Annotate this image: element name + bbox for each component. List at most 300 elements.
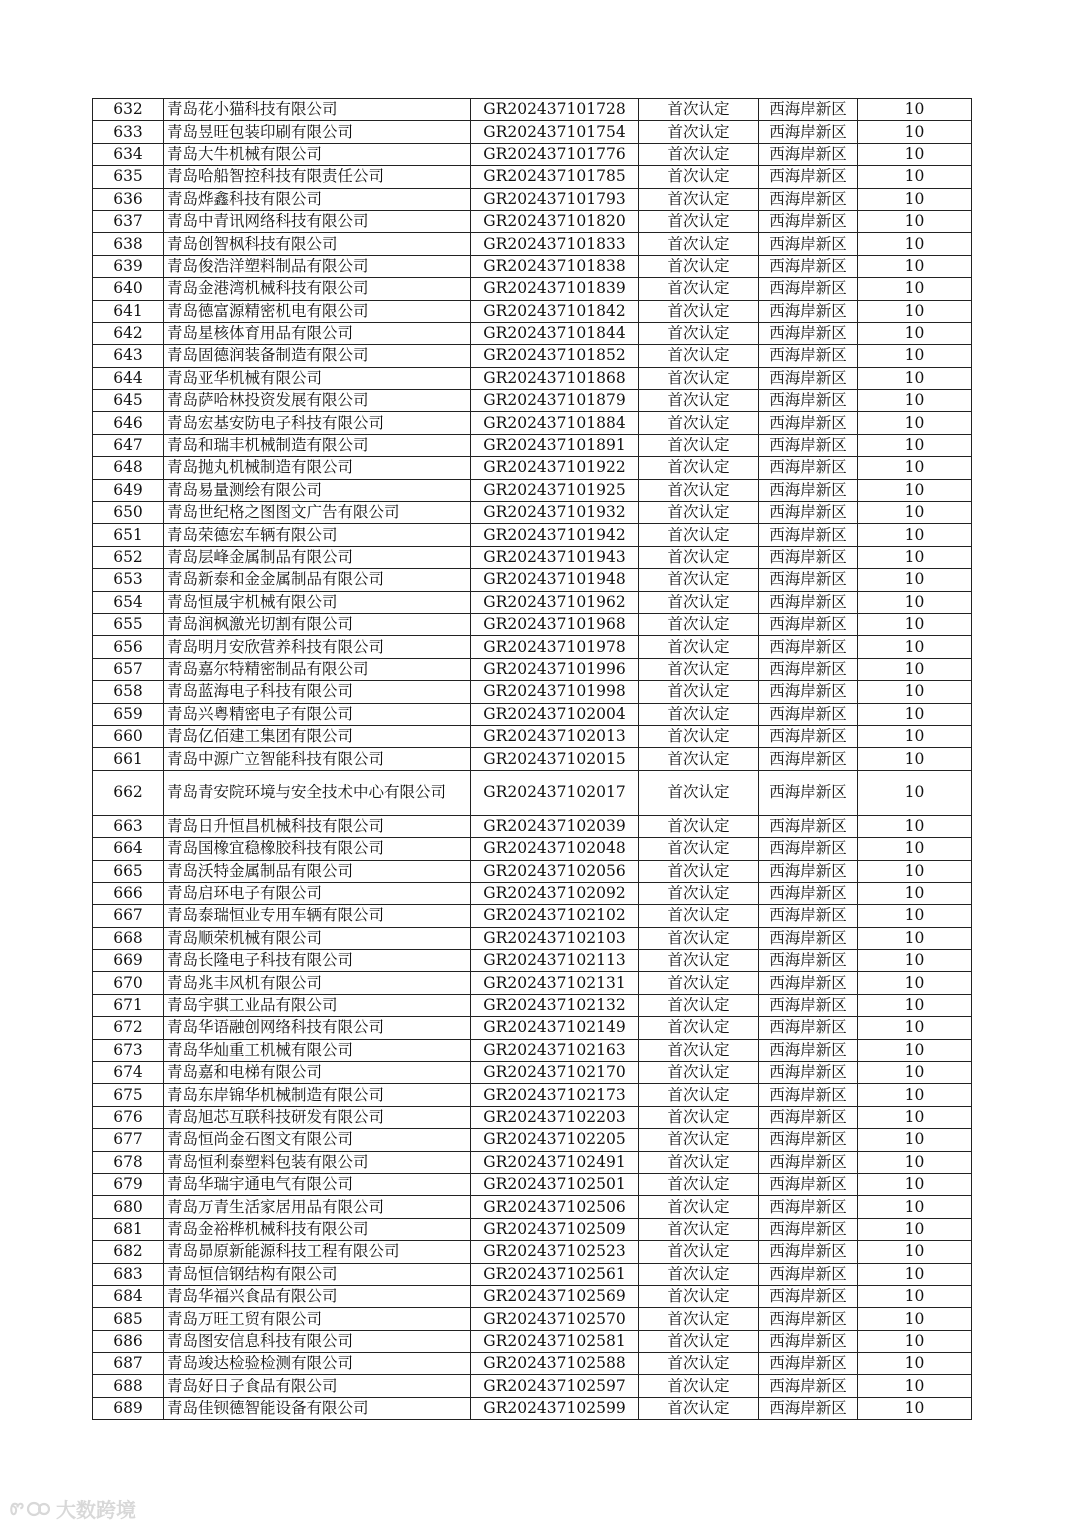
- enterprise-table: [92, 98, 972, 1420]
- company-name: 青岛兴粤精密电子有限公司: [164, 703, 471, 725]
- certificate-code: GR202437102056: [471, 860, 639, 882]
- district: 西海岸新区: [759, 972, 858, 994]
- score: 10: [858, 1039, 972, 1061]
- district: 西海岸新区: [759, 99, 858, 121]
- certification-type: 首次认定: [639, 927, 759, 949]
- company-name: 青岛顺荣机械有限公司: [164, 927, 471, 949]
- district: 西海岸新区: [759, 1017, 858, 1039]
- company-name: 青岛金港湾机械科技有限公司: [164, 278, 471, 300]
- score: 10: [858, 345, 972, 367]
- certificate-code: GR202437102004: [471, 703, 639, 725]
- company-name: 青岛俊浩洋塑料制品有限公司: [164, 255, 471, 277]
- district: 西海岸新区: [759, 322, 858, 344]
- table-row: [93, 1241, 972, 1263]
- district: 西海岸新区: [759, 1263, 858, 1285]
- table-row: [93, 412, 972, 434]
- watermark-text: 大数跨境: [56, 1498, 136, 1522]
- certification-type: 首次认定: [639, 1196, 759, 1218]
- score: 10: [858, 99, 972, 121]
- score: 10: [858, 367, 972, 389]
- score: 10: [858, 546, 972, 568]
- table-row: [93, 233, 972, 255]
- district: 西海岸新区: [759, 345, 858, 367]
- certification-type: 首次认定: [639, 457, 759, 479]
- certificate-code: GR202437102149: [471, 1017, 639, 1039]
- row-number: 647: [93, 434, 164, 456]
- certificate-code: GR202437102163: [471, 1039, 639, 1061]
- table-row: [93, 502, 972, 524]
- row-number: 634: [93, 143, 164, 165]
- score: 10: [858, 658, 972, 680]
- certificate-code: GR202437101833: [471, 233, 639, 255]
- certificate-code: GR202437101879: [471, 390, 639, 412]
- company-name: 青岛花小猫科技有限公司: [164, 99, 471, 121]
- score: 10: [858, 838, 972, 860]
- table-row: [93, 143, 972, 165]
- row-number: 656: [93, 636, 164, 658]
- district: 西海岸新区: [759, 950, 858, 972]
- table-row: [93, 658, 972, 680]
- certification-type: 首次认定: [639, 1263, 759, 1285]
- table-row: [93, 838, 972, 860]
- company-name: 青岛泰瑞恒业专用车辆有限公司: [164, 905, 471, 927]
- certification-type: 首次认定: [639, 950, 759, 972]
- score: 10: [858, 1017, 972, 1039]
- certification-type: 首次认定: [639, 412, 759, 434]
- company-name: 青岛抛丸机械制造有限公司: [164, 457, 471, 479]
- row-number: 644: [93, 367, 164, 389]
- row-number: 642: [93, 322, 164, 344]
- certification-type: 首次认定: [639, 1330, 759, 1352]
- company-name: 青岛层峰金属制品有限公司: [164, 546, 471, 568]
- certificate-code: GR202437101996: [471, 658, 639, 680]
- row-number: 665: [93, 860, 164, 882]
- certification-type: 首次认定: [639, 681, 759, 703]
- certification-type: 首次认定: [639, 143, 759, 165]
- score: 10: [858, 502, 972, 524]
- certificate-code: GR202437101838: [471, 255, 639, 277]
- certificate-code: GR202437101948: [471, 569, 639, 591]
- row-number: 648: [93, 457, 164, 479]
- company-name: 青岛旭芯互联科技研发有限公司: [164, 1106, 471, 1128]
- score: 10: [858, 1084, 972, 1106]
- score: 10: [858, 188, 972, 210]
- row-number: 632: [93, 99, 164, 121]
- certificate-code: GR202437101932: [471, 502, 639, 524]
- company-name: 青岛宇骐工业品有限公司: [164, 994, 471, 1016]
- table-row: [93, 703, 972, 725]
- certification-type: 首次认定: [639, 345, 759, 367]
- certification-type: 首次认定: [639, 524, 759, 546]
- certification-type: 首次认定: [639, 569, 759, 591]
- company-name: 青岛和瑞丰机械制造有限公司: [164, 434, 471, 456]
- table-row: [93, 905, 972, 927]
- row-number: 651: [93, 524, 164, 546]
- certificate-code: GR202437102561: [471, 1263, 639, 1285]
- company-name: 青岛万旺工贸有限公司: [164, 1308, 471, 1330]
- certification-type: 首次认定: [639, 882, 759, 904]
- company-name: 青岛宏基安防电子科技有限公司: [164, 412, 471, 434]
- row-number: 641: [93, 300, 164, 322]
- certification-type: 首次认定: [639, 703, 759, 725]
- certification-type: 首次认定: [639, 725, 759, 747]
- row-number: 638: [93, 233, 164, 255]
- company-name: 青岛图安信息科技有限公司: [164, 1330, 471, 1352]
- certificate-code: GR202437102170: [471, 1062, 639, 1084]
- district: 西海岸新区: [759, 1106, 858, 1128]
- company-name: 青岛昱旺包装印刷有限公司: [164, 121, 471, 143]
- company-name: 青岛明月安欣营养科技有限公司: [164, 636, 471, 658]
- row-number: 686: [93, 1330, 164, 1352]
- certification-type: 首次认定: [639, 1084, 759, 1106]
- row-number: 637: [93, 210, 164, 232]
- district: 西海岸新区: [759, 882, 858, 904]
- certificate-code: GR202437102509: [471, 1218, 639, 1240]
- certification-type: 首次认定: [639, 188, 759, 210]
- district: 西海岸新区: [759, 1218, 858, 1240]
- score: 10: [858, 412, 972, 434]
- district: 西海岸新区: [759, 1039, 858, 1061]
- table-row: [93, 367, 972, 389]
- certification-type: 首次认定: [639, 591, 759, 613]
- table-row: [93, 613, 972, 635]
- certification-type: 首次认定: [639, 1106, 759, 1128]
- district: 西海岸新区: [759, 591, 858, 613]
- score: 10: [858, 1397, 972, 1419]
- row-number: 633: [93, 121, 164, 143]
- score: 10: [858, 1241, 972, 1263]
- district: 西海岸新区: [759, 703, 858, 725]
- district: 西海岸新区: [759, 210, 858, 232]
- certification-type: 首次认定: [639, 1173, 759, 1195]
- score: 10: [858, 1375, 972, 1397]
- district: 西海岸新区: [759, 1196, 858, 1218]
- table-row: [93, 1397, 972, 1419]
- certificate-code: GR202437102501: [471, 1173, 639, 1195]
- company-name: 青岛万青生活家居用品有限公司: [164, 1196, 471, 1218]
- certificate-code: GR202437102205: [471, 1129, 639, 1151]
- certification-type: 首次认定: [639, 434, 759, 456]
- score: 10: [858, 1218, 972, 1240]
- company-name: 青岛创智枫科技有限公司: [164, 233, 471, 255]
- district: 西海岸新区: [759, 994, 858, 1016]
- certificate-code: GR202437102132: [471, 994, 639, 1016]
- score: 10: [858, 1129, 972, 1151]
- certificate-code: GR202437102569: [471, 1285, 639, 1307]
- certificate-code: GR202437101776: [471, 143, 639, 165]
- company-name: 青岛新泰和金金属制品有限公司: [164, 569, 471, 591]
- score: 10: [858, 1106, 972, 1128]
- certificate-code: GR202437101842: [471, 300, 639, 322]
- score: 10: [858, 255, 972, 277]
- score: 10: [858, 300, 972, 322]
- table-row: [93, 748, 972, 770]
- district: 西海岸新区: [759, 367, 858, 389]
- company-name: 青岛日升恒昌机械科技有限公司: [164, 815, 471, 837]
- company-name: 青岛兆丰风机有限公司: [164, 972, 471, 994]
- table-row: [93, 434, 972, 456]
- district: 西海岸新区: [759, 524, 858, 546]
- table-row: [93, 681, 972, 703]
- certificate-code: GR202437101852: [471, 345, 639, 367]
- table-row: [93, 1173, 972, 1195]
- company-name: 青岛好日子食品有限公司: [164, 1375, 471, 1397]
- row-number: 662: [93, 770, 164, 815]
- company-name: 青岛哈船智控科技有限责任公司: [164, 166, 471, 188]
- certificate-code: GR202437102506: [471, 1196, 639, 1218]
- row-number: 678: [93, 1151, 164, 1173]
- row-number: 660: [93, 725, 164, 747]
- table-row: [93, 345, 972, 367]
- table-row: [93, 524, 972, 546]
- table-row: [93, 479, 972, 501]
- certificate-code: GR202437101998: [471, 681, 639, 703]
- score: 10: [858, 1173, 972, 1195]
- district: 西海岸新区: [759, 502, 858, 524]
- district: 西海岸新区: [759, 613, 858, 635]
- score: 10: [858, 390, 972, 412]
- company-name: 青岛华瑞宇通电气有限公司: [164, 1173, 471, 1195]
- certification-type: 首次认定: [639, 636, 759, 658]
- row-number: 671: [93, 994, 164, 1016]
- score: 10: [858, 1196, 972, 1218]
- table-row: [93, 1039, 972, 1061]
- table-row: [93, 1218, 972, 1240]
- row-number: 658: [93, 681, 164, 703]
- table-row: [93, 1129, 972, 1151]
- score: 10: [858, 860, 972, 882]
- table-row: [93, 99, 972, 121]
- score: 10: [858, 882, 972, 904]
- certification-type: 首次认定: [639, 1129, 759, 1151]
- certification-type: 首次认定: [639, 1218, 759, 1240]
- row-number: 681: [93, 1218, 164, 1240]
- certification-type: 首次认定: [639, 1353, 759, 1375]
- district: 西海岸新区: [759, 412, 858, 434]
- company-name: 青岛大牛机械有限公司: [164, 143, 471, 165]
- score: 10: [858, 725, 972, 747]
- company-name: 青岛华灿重工机械有限公司: [164, 1039, 471, 1061]
- district: 西海岸新区: [759, 1151, 858, 1173]
- certificate-code: GR202437101943: [471, 546, 639, 568]
- row-number: 663: [93, 815, 164, 837]
- company-name: 青岛亚华机械有限公司: [164, 367, 471, 389]
- district: 西海岸新区: [759, 905, 858, 927]
- company-name: 青岛青安院环境与安全技术中心有限公司: [164, 770, 471, 815]
- certificate-code: GR202437102491: [471, 1151, 639, 1173]
- certification-type: 首次认定: [639, 613, 759, 635]
- certificate-code: GR202437101785: [471, 166, 639, 188]
- table-row: [93, 278, 972, 300]
- certificate-code: GR202437101728: [471, 99, 639, 121]
- district: 西海岸新区: [759, 188, 858, 210]
- score: 10: [858, 950, 972, 972]
- district: 西海岸新区: [759, 927, 858, 949]
- row-number: 667: [93, 905, 164, 927]
- table-row: [93, 300, 972, 322]
- row-number: 679: [93, 1173, 164, 1195]
- table-row: [93, 882, 972, 904]
- district: 西海岸新区: [759, 748, 858, 770]
- table-row: [93, 1375, 972, 1397]
- certificate-code: GR202437102581: [471, 1330, 639, 1352]
- table-row: [93, 569, 972, 591]
- certificate-code: GR202437101962: [471, 591, 639, 613]
- company-name: 青岛中青讯网络科技有限公司: [164, 210, 471, 232]
- row-number: 657: [93, 658, 164, 680]
- row-number: 677: [93, 1129, 164, 1151]
- score: 10: [858, 972, 972, 994]
- certificate-code: GR202437102103: [471, 927, 639, 949]
- certification-type: 首次认定: [639, 1017, 759, 1039]
- row-number: 650: [93, 502, 164, 524]
- district: 西海岸新区: [759, 143, 858, 165]
- company-name: 青岛德富源精密机电有限公司: [164, 300, 471, 322]
- district: 西海岸新区: [759, 725, 858, 747]
- district: 西海岸新区: [759, 1375, 858, 1397]
- certificate-code: GR202437102015: [471, 748, 639, 770]
- table-row: [93, 1353, 972, 1375]
- company-name: 青岛亿佰建工集团有限公司: [164, 725, 471, 747]
- row-number: 674: [93, 1062, 164, 1084]
- district: 西海岸新区: [759, 636, 858, 658]
- certificate-code: GR202437102588: [471, 1353, 639, 1375]
- score: 10: [858, 1308, 972, 1330]
- certificate-code: GR202437101978: [471, 636, 639, 658]
- certification-type: 首次认定: [639, 390, 759, 412]
- certificate-code: GR202437102113: [471, 950, 639, 972]
- certificate-code: GR202437101793: [471, 188, 639, 210]
- company-name: 青岛星核体育用品有限公司: [164, 322, 471, 344]
- company-name: 青岛烨鑫科技有限公司: [164, 188, 471, 210]
- row-number: 645: [93, 390, 164, 412]
- certification-type: 首次认定: [639, 210, 759, 232]
- score: 10: [858, 770, 972, 815]
- score: 10: [858, 434, 972, 456]
- certificate-code: GR202437101891: [471, 434, 639, 456]
- row-number: 685: [93, 1308, 164, 1330]
- table-row: [93, 1062, 972, 1084]
- score: 10: [858, 636, 972, 658]
- score: 10: [858, 994, 972, 1016]
- score: 10: [858, 278, 972, 300]
- score: 10: [858, 479, 972, 501]
- district: 西海岸新区: [759, 278, 858, 300]
- table-row: [93, 1017, 972, 1039]
- certificate-code: GR202437101884: [471, 412, 639, 434]
- district: 西海岸新区: [759, 1330, 858, 1352]
- certification-type: 首次认定: [639, 1285, 759, 1307]
- row-number: 682: [93, 1241, 164, 1263]
- row-number: 643: [93, 345, 164, 367]
- watermark: [10, 1494, 136, 1523]
- score: 10: [858, 1062, 972, 1084]
- svg-text:Ꮫ: Ꮫ: [10, 1499, 25, 1519]
- certification-type: 首次认定: [639, 99, 759, 121]
- company-name: 青岛恒利泰塑料包装有限公司: [164, 1151, 471, 1173]
- company-name: 青岛世纪格之图图文广告有限公司: [164, 502, 471, 524]
- table-row: [93, 390, 972, 412]
- row-number: 655: [93, 613, 164, 635]
- row-number: 684: [93, 1285, 164, 1307]
- row-number: 659: [93, 703, 164, 725]
- district: 西海岸新区: [759, 1062, 858, 1084]
- certification-type: 首次认定: [639, 770, 759, 815]
- company-name: 青岛嘉和电梯有限公司: [164, 1062, 471, 1084]
- certificate-code: GR202437101754: [471, 121, 639, 143]
- score: 10: [858, 457, 972, 479]
- certificate-code: GR202437102131: [471, 972, 639, 994]
- district: 西海岸新区: [759, 815, 858, 837]
- row-number: 635: [93, 166, 164, 188]
- score: 10: [858, 1330, 972, 1352]
- company-name: 青岛启环电子有限公司: [164, 882, 471, 904]
- score: 10: [858, 1263, 972, 1285]
- district: 西海岸新区: [759, 1241, 858, 1263]
- certification-type: 首次认定: [639, 502, 759, 524]
- row-number: 636: [93, 188, 164, 210]
- certificate-code: GR202437101868: [471, 367, 639, 389]
- certification-type: 首次认定: [639, 815, 759, 837]
- company-name: 青岛萨哈林投资发展有限公司: [164, 390, 471, 412]
- certificate-code: GR202437101820: [471, 210, 639, 232]
- certificate-code: GR202437102102: [471, 905, 639, 927]
- score: 10: [858, 121, 972, 143]
- table-row: [93, 860, 972, 882]
- table-row: [93, 636, 972, 658]
- score: 10: [858, 1151, 972, 1173]
- row-number: 664: [93, 838, 164, 860]
- table-row: [93, 950, 972, 972]
- score: 10: [858, 591, 972, 613]
- table-row: [93, 1285, 972, 1307]
- company-name: 青岛润枫激光切割有限公司: [164, 613, 471, 635]
- certificate-code: GR202437102523: [471, 1241, 639, 1263]
- district: 西海岸新区: [759, 658, 858, 680]
- district: 西海岸新区: [759, 546, 858, 568]
- score: 10: [858, 322, 972, 344]
- certification-type: 首次认定: [639, 994, 759, 1016]
- company-name: 青岛恒晟宇机械有限公司: [164, 591, 471, 613]
- score: 10: [858, 524, 972, 546]
- row-number: 673: [93, 1039, 164, 1061]
- watermark-logo-icon: [10, 1498, 50, 1520]
- company-name: 青岛华福兴食品有限公司: [164, 1285, 471, 1307]
- table-row: [93, 1196, 972, 1218]
- row-number: 652: [93, 546, 164, 568]
- company-name: 青岛荣德宏车辆有限公司: [164, 524, 471, 546]
- row-number: 646: [93, 412, 164, 434]
- table-row: [93, 1308, 972, 1330]
- row-number: 680: [93, 1196, 164, 1218]
- table-row: [93, 121, 972, 143]
- certification-type: 首次认定: [639, 1241, 759, 1263]
- table-row: [93, 1106, 972, 1128]
- district: 西海岸新区: [759, 838, 858, 860]
- certificate-code: GR202437102039: [471, 815, 639, 837]
- row-number: 668: [93, 927, 164, 949]
- district: 西海岸新区: [759, 166, 858, 188]
- score: 10: [858, 1353, 972, 1375]
- certification-type: 首次认定: [639, 748, 759, 770]
- table-row: [93, 188, 972, 210]
- row-number: 649: [93, 479, 164, 501]
- certificate-code: GR202437102570: [471, 1308, 639, 1330]
- score: 10: [858, 681, 972, 703]
- row-number: 670: [93, 972, 164, 994]
- district: 西海岸新区: [759, 681, 858, 703]
- district: 西海岸新区: [759, 233, 858, 255]
